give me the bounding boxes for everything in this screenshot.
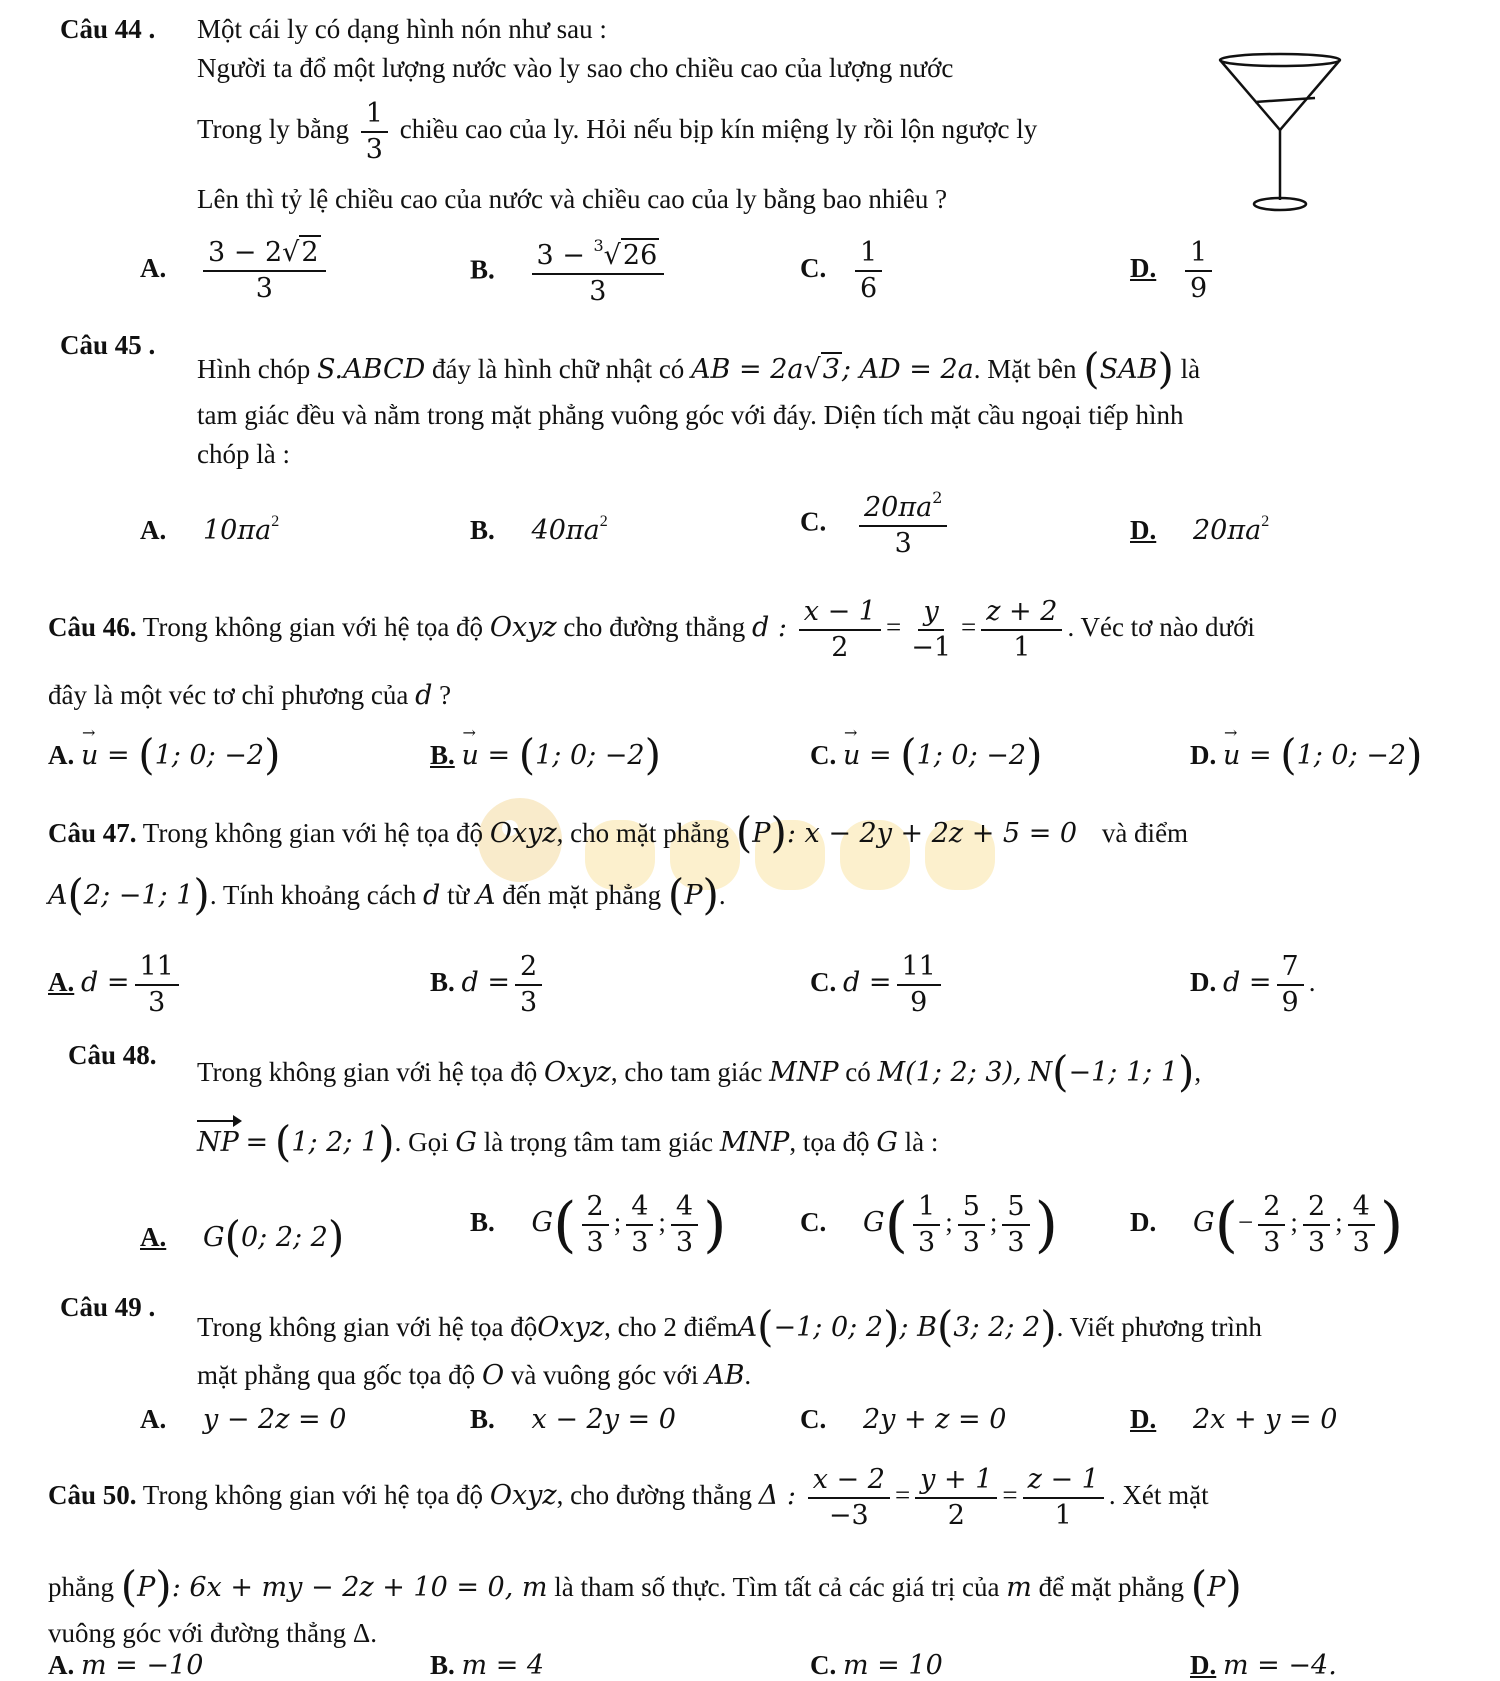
- q50-line2: phẳng (P): 6x + my − 2z + 10 = 0, m là tham số thực. Tìm tất cả các giá trị của m để mặt phẳng (P): [48, 1562, 1242, 1611]
- q48-option-b: B. G( $\frac{2}{3}$ ; $\frac{4}{3}$ ; $\frac{4}{3}$ ): [470, 1190, 727, 1260]
- q50-label: Câu 50.: [48, 1479, 137, 1510]
- q46-option-a: A. → u = (1; 0; −2): [48, 730, 281, 779]
- q46-option-c: C. → u = (1; 0; −2): [810, 730, 1043, 779]
- q44-fraction: $\frac{1}{3}$: [361, 97, 388, 167]
- q50-line1: Câu 50. Trong không gian với hệ tọa độ Oxyz, cho đường thẳng Δ : $\frac{x - 2}{-3}$ = $\frac{y + 1}{2}$ = $\frac{z - 1}{1}$ . Xét mặt: [48, 1464, 1209, 1531]
- q44-line1: Một cái ly có dạng hình nón như sau :: [197, 14, 607, 44]
- q44-option-b: B. $\frac{3 - ^3√26}{3}$: [470, 236, 669, 309]
- q44-line3: [197, 97, 1037, 167]
- q45-line3: chóp là :: [197, 439, 290, 469]
- q48-option-d: D. G(− $\frac{2}{3}$ ; $\frac{2}{3}$ ; $\frac{4}{3}$ ): [1130, 1190, 1404, 1260]
- q44-label: Câu 44 .: [60, 14, 156, 44]
- q49-line1: Trong không gian với hệ tọa độOxyz, cho 2 điểmA(−1; 0; 2); B(3; 2; 2). Viết phương trình: [197, 1302, 1262, 1351]
- q44-option-c: C. $\frac{1}{6}$: [800, 236, 887, 306]
- q49-label: Câu 49 .: [60, 1292, 156, 1322]
- q50-option-a: A. m = −10: [48, 1650, 204, 1681]
- q47-option-c: C. d = $\frac{11}{9}$: [810, 950, 946, 1020]
- q45-option-d: D. $20\pi a^2$: [1130, 513, 1270, 546]
- q48-option-c: C. G( $\frac{1}{3}$ ; $\frac{5}{3}$ ; $\frac{5}{3}$ ): [800, 1190, 1059, 1260]
- q46-line2: đây là một véc tơ chỉ phương của d ?: [48, 680, 452, 711]
- q45-option-a: A. $10\pi a^2$: [140, 513, 280, 546]
- q44-line4: Lên thì tỷ lệ chiều cao của nước và chiều cao của ly bằng bao nhiêu ?: [197, 184, 948, 214]
- q47-line1: Câu 47. Trong không gian với hệ tọa độ Oxyz, cho mặt phẳng (P): x − 2y + 2z + 5 = 0 và điểm: [48, 808, 1189, 857]
- q49-option-c: C. 2y + z = 0: [800, 1404, 1007, 1435]
- q49-line2: mặt phẳng qua gốc tọa độ O và vuông góc với AB.: [197, 1360, 752, 1391]
- q48-option-a: A. G(0; 2; 2): [140, 1212, 345, 1261]
- q50-option-c: C. m = 10: [810, 1650, 943, 1681]
- q45-label: Câu 45 .: [60, 330, 156, 360]
- q46-line1: Câu 46. Trong không gian với hệ tọa độ Oxyz cho đường thẳng d : $\frac{x - 1}{2}$ = $\frac{y}{-1}$ = $\frac{z + 2}{1}$ . Véc tơ nào dưới: [48, 596, 1255, 663]
- q45-line1: Hình chóp S.ABCD đáy là hình chữ nhật có AB = 2a√3; AD = 2a. Mặt bên (SAB) là: [197, 344, 1201, 393]
- q47-label: Câu 47.: [48, 818, 137, 848]
- q49-option-b: B. x − 2y = 0: [470, 1404, 676, 1435]
- q46-option-d: D. → u = (1; 0; −2): [1190, 730, 1423, 779]
- q45-option-c: C. $\frac{20\pi a^2}{3}$: [800, 488, 952, 561]
- q45-option-b: B. $40\pi a^2$: [470, 513, 608, 546]
- q50-line3: vuông góc với đường thẳng Δ.: [48, 1618, 378, 1648]
- q46-option-b: B. → u = (1; 0; −2): [430, 730, 661, 779]
- cone-glass-figure: [1215, 50, 1345, 220]
- q47-option-d: D. d = $\frac{7}{9}$ .: [1190, 951, 1316, 1018]
- q44-option-d: D. $\frac{1}{9}$: [1130, 236, 1217, 306]
- q48-line2: NP = (1; 2; 1). Gọi G là trọng tâm tam giác MNP, tọa độ G là :: [197, 1117, 939, 1166]
- q50-option-b: B. m = 4: [430, 1650, 545, 1681]
- q46-label: Câu 46.: [48, 611, 137, 642]
- q49-option-d: D. 2x + y = 0: [1130, 1404, 1338, 1435]
- q44-line3a: Trong ly bằng: [197, 113, 350, 144]
- q50-option-d: D. m = −4.: [1190, 1650, 1337, 1681]
- q49-option-a: A. y − 2z = 0: [140, 1404, 347, 1435]
- q45-line2: tam giác đều và nằm trong mặt phẳng vuông góc với đáy. Diện tích mặt cầu ngoại tiếp hình: [197, 400, 1184, 430]
- q44-option-a: A. $\frac{3 - 2√2}{3}$: [140, 236, 331, 306]
- q48-label: Câu 48.: [68, 1040, 157, 1070]
- q44-line2: Người ta đổ một lượng nước vào ly sao cho chiều cao của lượng nước: [197, 53, 954, 83]
- q47-option-a: A. d = $\frac{11}{3}$: [48, 950, 184, 1020]
- q47-option-b: B. d = $\frac{2}{3}$: [430, 950, 547, 1020]
- q48-line1: Trong không gian với hệ tọa độ Oxyz, cho tam giác MNP có M(1; 2; 3), N(−1; 1; 1),: [197, 1047, 1202, 1096]
- q47-line2: A(2; −1; 1). Tính khoảng cách d từ A đến mặt phẳng (P).: [48, 870, 726, 919]
- q44-line3b: chiều cao của ly. Hỏi nếu bịp kín miệng ly rồi lộn ngược ly: [399, 113, 1038, 144]
